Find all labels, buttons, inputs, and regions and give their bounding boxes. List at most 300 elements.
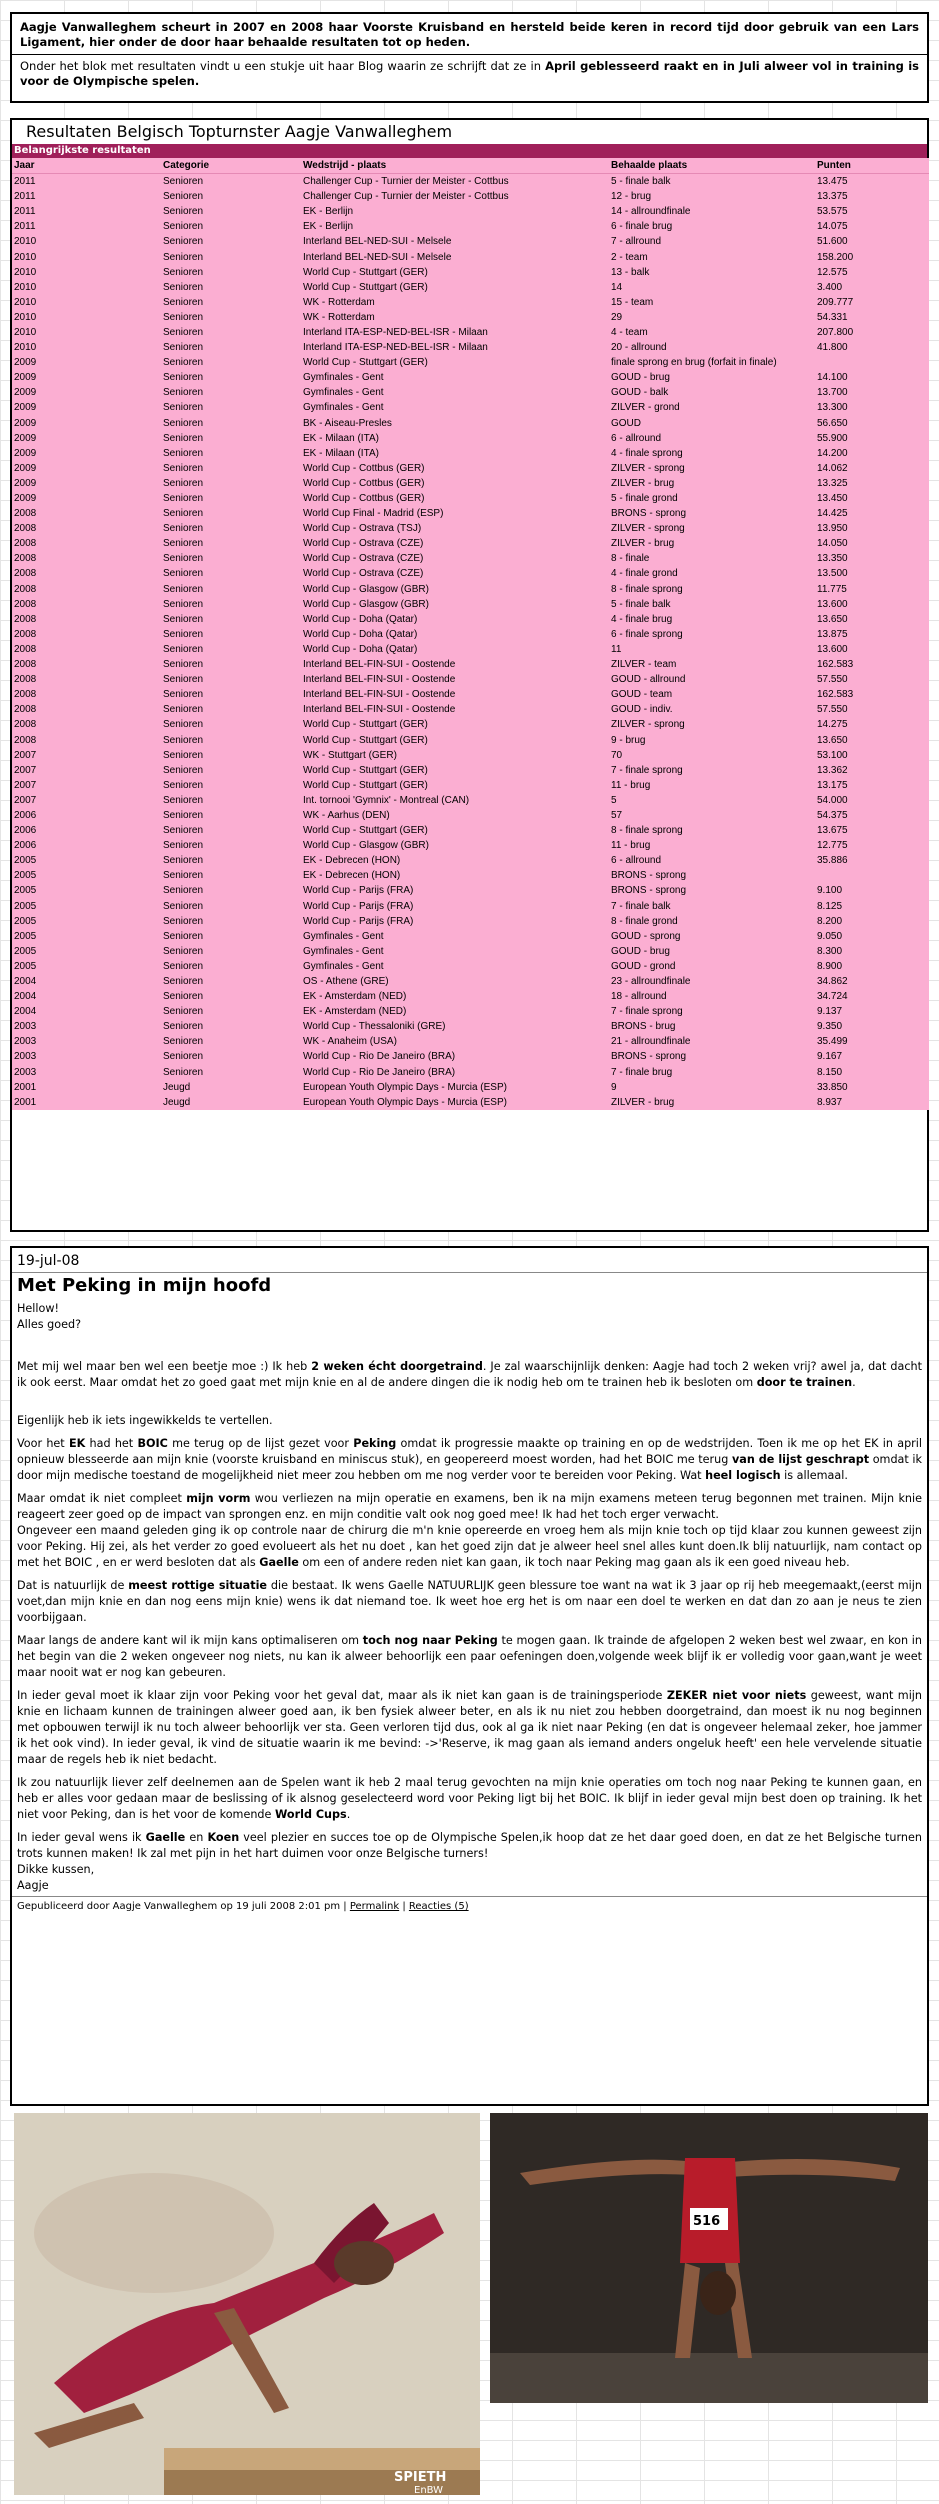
table-cell: 53.575 [817, 206, 848, 218]
table-row [12, 431, 929, 446]
text: Dat is natuurlijk de [17, 1579, 129, 1592]
bold-text: heel logisch [705, 1469, 781, 1482]
table-cell: 2008 [14, 553, 37, 565]
table-cell: 2011 [14, 206, 36, 218]
paragraph-9 [17, 1775, 922, 1823]
paragraph-10 [17, 1830, 922, 1862]
text: In ieder geval wens ik [17, 1831, 146, 1844]
table-row [12, 944, 929, 959]
table-cell: 9 - brug [611, 734, 646, 746]
table-cell: 209.777 [817, 296, 854, 308]
table-row [12, 1019, 929, 1034]
table-cell: 2009 [14, 432, 37, 444]
bold-text: toch nog naar Peking [362, 1634, 498, 1647]
table-cell: Interland BEL-FIN-SUI - Oostende [303, 704, 456, 716]
paragraph-5 [17, 1523, 922, 1571]
table-row [12, 491, 929, 506]
table-cell: GOUD - brug [611, 372, 670, 384]
table-cell: Senioren [163, 342, 204, 354]
table-cell: Senioren [163, 900, 204, 912]
table-cell: 14 [611, 281, 623, 293]
table-cell: Senioren [163, 266, 204, 278]
table-cell: 2007 [14, 749, 37, 761]
paragraph-3 [17, 1436, 922, 1484]
table-cell: 55.900 [817, 432, 848, 444]
gymnast-photo-handstand [490, 2113, 928, 2403]
table-cell: Senioren [163, 221, 204, 233]
table-cell: World Cup - Stuttgart (GER) [303, 825, 428, 837]
table-cell: 57 [611, 809, 623, 821]
blog-divider [12, 1272, 927, 1273]
table-cell: 9.137 [817, 1006, 843, 1018]
bold-text: 2 weken écht doorgetraind [311, 1360, 483, 1373]
table-cell: ZILVER - brug [611, 538, 675, 550]
table-cell: World Cup - Doha (Qatar) [303, 628, 418, 640]
table-cell: 14.075 [817, 221, 848, 233]
table-cell: 13.950 [817, 523, 848, 535]
text: Met mij wel maar ben wel een beetje moe :) Ik heb [17, 1360, 312, 1373]
table-cell: ZILVER - grond [611, 402, 680, 414]
table-cell: 13.325 [817, 477, 848, 489]
table-cell: Senioren [163, 598, 204, 610]
table-cell: 34.724 [817, 991, 848, 1003]
results-table [12, 158, 929, 1110]
table-row [12, 717, 929, 732]
table-cell: 2009 [14, 447, 37, 459]
text: is allemaal. [780, 1469, 848, 1482]
table-cell: 3.400 [817, 281, 843, 293]
text: Maar langs de andere kant wil ik mijn kans optimaliseren om [17, 1634, 363, 1647]
table-cell: EK - Debrecen (HON) [303, 870, 401, 882]
table-cell: 2008 [14, 538, 37, 550]
table-row [12, 174, 929, 190]
bib-number: 516 [693, 2214, 721, 2229]
text: Voor het [17, 1437, 69, 1450]
table-cell: Senioren [163, 447, 204, 459]
table-cell: 11 [611, 643, 622, 655]
table-cell: EK - Milaan (ITA) [303, 447, 379, 459]
table-cell: 15 - team [611, 296, 654, 308]
table-cell: 2008 [14, 719, 37, 731]
table-cell: World Cup - Ostrava (CZE) [303, 568, 424, 580]
table-cell: Senioren [163, 870, 204, 882]
text: te mogen gaan. Ik trainde de afgelopen 2 weken best wel zwaar, en kon in het begin van die 2 weken ongeveer nog niets, nu kan ik alweer behoorlijk een paar oefeningen doen,volgende week blijf ik er volledig voor gaan,want je weet maar nooit wat er nog kan gebeuren. [17, 1634, 922, 1679]
table-cell: World Cup - Parijs (FRA) [303, 915, 414, 927]
table-cell: 2008 [14, 704, 37, 716]
paragraph-6 [17, 1578, 922, 1626]
table-cell: 8 - finale sprong [611, 825, 683, 837]
table-cell: World Cup - Glasgow (GBR) [303, 583, 429, 595]
table-cell: World Cup - Glasgow (GBR) [303, 840, 429, 852]
table-row [12, 551, 929, 566]
table-cell: 14.200 [817, 447, 848, 459]
table-cell: 13 - balk [611, 266, 650, 278]
table-cell: BRONS - sprong [611, 1051, 687, 1063]
table-cell: Senioren [163, 1006, 204, 1018]
text: die bestaat. Ik wens Gaelle NATUURLIJK geen blessure toe want na wat ik 3 jaar op rij heb meegemaakt,(eerst mijn voet,dan mijn knie en dan nog eens mijn knie) wens ik dat niemand toe. Ik weet hoe erg het is om naar een doel te werken en dat dan zo aan je neus te zien voorbijgaan. [17, 1579, 922, 1624]
table-cell: 2008 [14, 583, 37, 595]
reacties-link[interactable]: Reacties (5) [408, 1901, 469, 1912]
table-cell: Senioren [163, 402, 204, 414]
table-cell: Senioren [163, 281, 204, 293]
table-cell: 23 - allroundfinale [611, 976, 691, 988]
table-cell: 2008 [14, 674, 37, 686]
table-cell: World Cup - Stuttgart (GER) [303, 357, 428, 369]
table-cell: EK - Amsterdam (NED) [303, 1006, 407, 1018]
table-cell: 8.937 [817, 1096, 843, 1108]
table-cell: 2008 [14, 643, 37, 655]
results-body [12, 174, 929, 1110]
table-cell: 7 - allround [611, 236, 662, 248]
table-cell: 2010 [14, 296, 37, 308]
table-cell: 158.200 [817, 251, 854, 263]
table-cell: GOUD [611, 417, 641, 429]
table-cell: 2004 [14, 1006, 37, 1018]
table-cell: 7 - finale brug [611, 1066, 673, 1078]
table-cell: Senioren [163, 583, 204, 595]
bold-text: World Cups [274, 1808, 347, 1821]
table-cell: ZILVER - brug [611, 477, 675, 489]
text: om een of andere reden niet kan gaan, ik toch naar Peking mag gaan als ik een goed niveau heb. [298, 1556, 850, 1569]
table-cell: World Cup - Stuttgart (GER) [303, 281, 428, 293]
table-cell: Senioren [163, 749, 204, 761]
table-cell: 11 - brug [611, 779, 651, 791]
intro-text: Onder het blok met resultaten vindt u een stukje uit haar Blog waarin ze schrijft dat ze in [20, 59, 546, 73]
table-cell: World Cup - Stuttgart (GER) [303, 266, 428, 278]
results-box [10, 118, 929, 1232]
table-cell: 2008 [14, 613, 37, 625]
text: omdat ik door mijn medische toestand de mogelijkheid niet meer zou hebben om me nog verder voor te bereiden voor Peking. Wat [17, 1453, 923, 1482]
table-cell: 2009 [14, 462, 37, 474]
table-row [12, 838, 929, 853]
table-cell: Senioren [163, 1036, 204, 1048]
table-row [12, 763, 929, 778]
table-row [12, 416, 929, 431]
table-cell: Senioren [163, 643, 204, 655]
table-cell: Senioren [163, 930, 204, 942]
table-cell: Gymfinales - Gent [303, 372, 384, 384]
table-cell: 2009 [14, 357, 37, 369]
beam-sponsor-text: EnBW [414, 2485, 444, 2495]
table-cell: World Cup Final - Madrid (ESP) [303, 508, 444, 520]
table-cell: 2007 [14, 764, 37, 776]
table-cell: 13.475 [817, 176, 848, 188]
table-row [12, 521, 929, 536]
table-cell: Interland BEL-FIN-SUI - Oostende [303, 689, 456, 701]
table-cell: 2009 [14, 402, 37, 414]
table-cell: Senioren [163, 311, 204, 323]
table-row [12, 506, 929, 521]
table-cell: 2003 [14, 1021, 37, 1033]
table-cell: GOUD - grond [611, 960, 676, 972]
table-cell: 2006 [14, 825, 37, 837]
table-cell: 13.675 [817, 825, 848, 837]
intro-highlight: April geblesseerd raakt en in Juli alweer vol in training is voor de Olympische spelen. [20, 59, 919, 88]
table-cell: GOUD - brug [611, 945, 670, 957]
table-cell: Senioren [163, 794, 204, 806]
table-cell: 13.175 [817, 779, 848, 791]
table-cell: 2011 [14, 176, 36, 188]
beam-brand-text: SPIETH [394, 2470, 447, 2485]
table-cell: European Youth Olympic Days - Murcia (ESP) [303, 1081, 507, 1093]
table-cell: World Cup - Ostrava (TSJ) [303, 523, 422, 535]
text: omdat ik progressie maakte op training en op de wedstrijden. Toen ik me op het EK in april opnieuw blesseerde aan mijn knie (voorste kruisband en miniscus stuk), en geopereerd moest worden, had het BOIC me terug [17, 1437, 922, 1466]
table-cell: Senioren [163, 1066, 204, 1078]
greeting-1: Hellow! [17, 1302, 59, 1315]
results-title: Resultaten Belgisch Topturnster Aagje Vanwalleghem [26, 122, 453, 141]
table-cell: 14.425 [817, 508, 848, 520]
table-cell: BRONS - sprong [611, 508, 687, 520]
table-cell: Interland ITA-ESP-NED-BEL-ISR - Milaan [303, 326, 488, 338]
text: geweest, want mijn knie en lichaam kunnen de trainingen alweer goed aan, ik ben fysiek alweer beter, en als ik nu niet zou hebben doorgetraind, dan moest ik nu nog beginnen met opbouwen terwijl ik nu toch alweer behoorlijk ver sta. Geen verloren tijd dus, ook al ga ik niet naar Peking (en dat is ongeveer helemaal zeker, hoe jammer ik het ook vind). In ieder geval, ik vind de situatie waarin ik me bevind: ->'Reserve, ik mag gaan als iemand anders ongeluk heeft' een hele vervelende situatie maar de regels heb ik niet bedacht. [17, 1689, 922, 1766]
closing-2: Aagje [17, 1879, 49, 1892]
table-cell: Senioren [163, 523, 204, 535]
gymnast-handstand-illustration [490, 2113, 928, 2403]
table-cell: 2004 [14, 976, 37, 988]
table-cell: 2001 [14, 1096, 37, 1108]
table-cell: 54.375 [817, 809, 848, 821]
table-cell: 2010 [14, 266, 37, 278]
bold-text: van de lijst geschrapt [731, 1453, 870, 1466]
table-cell: Senioren [163, 960, 204, 972]
text: me terug op de lijst gezet voor [167, 1437, 354, 1450]
table-cell: 13.650 [817, 734, 848, 746]
bold-text: Gaelle [259, 1556, 299, 1569]
table-cell: BRONS - sprong [611, 870, 687, 882]
table-cell: 35.499 [817, 1036, 848, 1048]
table-cell: 2007 [14, 794, 37, 806]
intro-divider [12, 54, 927, 55]
table-cell: finale sprong en brug (forfait in finale) [611, 357, 777, 369]
table-cell: 2007 [14, 779, 37, 791]
table-cell: 54.331 [817, 311, 848, 323]
table-row [12, 748, 929, 763]
table-row [12, 204, 929, 219]
table-row [12, 657, 929, 672]
table-cell: Senioren [163, 1021, 204, 1033]
table-cell: Senioren [163, 976, 204, 988]
table-row [12, 1049, 929, 1064]
table-cell: Senioren [163, 357, 204, 369]
table-row [12, 732, 929, 747]
gymnast-beam-illustration [14, 2113, 480, 2495]
table-cell: 8.200 [817, 915, 843, 927]
text: Maar omdat ik niet compleet [17, 1492, 187, 1505]
text: wou verliezen na mijn operatie en examens, ben ik na mijn examens meteen terug begonnen met trainen. Mijn knie reageert zeer goed op de impact van sprongen enz. en mijn conditie valt ook nog goed mee! Ik had het toch erger verwacht. [17, 1492, 922, 1521]
table-row [12, 295, 929, 310]
table-cell: Senioren [163, 704, 204, 716]
table-cell: 2010 [14, 251, 37, 263]
results-subtitle: Belangrijkste resultaten [12, 144, 927, 158]
text: had het [85, 1437, 138, 1450]
table-cell: 14.062 [817, 462, 848, 474]
table-row [12, 627, 929, 642]
table-cell: 2008 [14, 659, 37, 671]
table-cell: 2010 [14, 311, 37, 323]
table-cell: 4 - finale grond [611, 568, 678, 580]
table-cell: 2008 [14, 508, 37, 520]
table-cell: 162.583 [817, 659, 854, 671]
table-cell: Gymfinales - Gent [303, 930, 384, 942]
table-cell: 4 - finale sprong [611, 447, 683, 459]
table-cell: Senioren [163, 417, 204, 429]
table-row [12, 974, 929, 989]
table-cell: World Cup - Ostrava (CZE) [303, 538, 424, 550]
table-cell: 14.275 [817, 719, 848, 731]
table-cell: Senioren [163, 462, 204, 474]
table-cell: Senioren [163, 372, 204, 384]
table-cell: Gymfinales - Gent [303, 402, 384, 414]
bold-text: mijn vorm [186, 1492, 251, 1505]
table-cell: ZILVER - team [611, 659, 677, 671]
table-cell: World Cup - Cottbus (GER) [303, 493, 425, 505]
table-cell: World Cup - Cottbus (GER) [303, 477, 425, 489]
table-row [12, 566, 929, 581]
text: Ik zou natuurlijk liever zelf deelnemen aan de Spelen want ik heb 2 maal terug gevochten na mijn knie operaties om toch nog naar Peking te kunnen gaan, en heb er alles voor gedaan maar de beslissing of ik alsnog geselecteerd word voor Peking ligt bij het BOIC. Ik blijf in ieder geval mijn best doen op training. Ik het niet voor Peking, dan is het voor de komende [17, 1776, 922, 1821]
bold-text: Gaelle [145, 1831, 186, 1844]
results-header-row [12, 158, 929, 174]
gymnast-photo-beam [14, 2113, 480, 2495]
table-cell: EK - Debrecen (HON) [303, 855, 401, 867]
table-cell: 57.550 [817, 674, 848, 686]
table-cell: 2009 [14, 387, 37, 399]
post-title: Met Peking in mijn hoofd [17, 1275, 272, 1296]
table-row [12, 582, 929, 597]
table-cell: 54.000 [817, 794, 848, 806]
bold-text: door te trainen [756, 1376, 853, 1389]
table-cell: EK - Amsterdam (NED) [303, 991, 407, 1003]
table-row [12, 823, 929, 838]
table-cell: World Cup - Ostrava (CZE) [303, 553, 424, 565]
table-row [12, 899, 929, 914]
table-cell: Senioren [163, 779, 204, 791]
table-cell: 29 [611, 311, 623, 323]
text: . [852, 1376, 856, 1389]
table-cell: Interland BEL-NED-SUI - Melsele [303, 251, 452, 263]
table-row [12, 883, 929, 898]
footer-divider [12, 1896, 927, 1897]
table-cell: 2005 [14, 915, 37, 927]
text: veel plezier en succes toe op de Olympische Spelen,ik hoop dat ze het daar goed doen, en dat ze het Belgische turnen trots kunnen maken! Ik zal met pijn in het hart duimen voor onze Belgische turners! [17, 1831, 922, 1860]
table-cell: European Youth Olympic Days - Murcia (ESP) [303, 1096, 507, 1108]
table-row [12, 280, 929, 295]
table-cell: 5 - finale balk [611, 598, 671, 610]
bold-text: Koen [207, 1831, 240, 1844]
table-cell: Senioren [163, 251, 204, 263]
table-row [12, 446, 929, 461]
column-header: Jaar [12, 158, 161, 174]
table-cell: WK - Aarhus (DEN) [303, 809, 390, 821]
table-row [12, 868, 929, 883]
footer-separator: | [399, 1901, 409, 1912]
table-cell: WK - Rotterdam [303, 311, 375, 323]
table-cell: OS - Athene (GRE) [303, 976, 389, 988]
table-cell: ZILVER - brug [611, 1096, 675, 1108]
table-cell: 70 [611, 749, 623, 761]
table-cell: 13.600 [817, 598, 848, 610]
table-cell: 11.775 [817, 583, 847, 595]
table-cell: ZILVER - sprong [611, 719, 685, 731]
blog-post [10, 1246, 929, 2106]
table-row [12, 1004, 929, 1019]
table-cell: 2006 [14, 840, 37, 852]
table-cell: World Cup - Stuttgart (GER) [303, 719, 428, 731]
post-footer [17, 1899, 922, 1915]
table-row [12, 234, 929, 249]
table-row [12, 1065, 929, 1080]
table-row [12, 612, 929, 627]
column-header: Wedstrijd - plaats [301, 158, 609, 174]
column-header: Categorie [161, 158, 301, 174]
table-cell: 13.500 [817, 568, 848, 580]
table-row [12, 400, 929, 415]
table-cell: 6 - allround [611, 432, 662, 444]
table-row [12, 687, 929, 702]
table-cell: 4 - finale brug [611, 613, 673, 625]
table-cell: 2008 [14, 734, 37, 746]
table-cell: 2010 [14, 342, 37, 354]
table-cell: Senioren [163, 432, 204, 444]
table-cell: 2006 [14, 809, 37, 821]
table-cell: ZILVER - sprong [611, 462, 685, 474]
table-cell: 207.800 [817, 326, 854, 338]
table-row [12, 1095, 929, 1110]
table-cell: World Cup - Thessaloniki (GRE) [303, 1021, 446, 1033]
table-cell: 7 - finale sprong [611, 1006, 683, 1018]
table-cell: 2009 [14, 493, 37, 505]
table-cell: EK - Milaan (ITA) [303, 432, 379, 444]
table-cell: Senioren [163, 296, 204, 308]
table-cell: Senioren [163, 387, 204, 399]
table-cell: Senioren [163, 764, 204, 776]
table-cell: 2005 [14, 900, 37, 912]
table-cell: Senioren [163, 538, 204, 550]
table-cell: 5 - finale grond [611, 493, 678, 505]
table-row [12, 959, 929, 974]
paragraph-7 [17, 1633, 922, 1681]
table-cell: Interland BEL-FIN-SUI - Oostende [303, 674, 456, 686]
table-cell: 21 - allroundfinale [611, 1036, 691, 1048]
table-cell: World Cup - Glasgow (GBR) [303, 598, 429, 610]
table-cell: 2008 [14, 598, 37, 610]
table-cell: Senioren [163, 477, 204, 489]
table-cell: 14.100 [817, 372, 848, 384]
table-cell: 12.775 [817, 840, 848, 852]
table-cell: 13.300 [817, 402, 848, 414]
column-header: Punten [815, 158, 929, 174]
table-cell: WK - Stuttgart (GER) [303, 749, 397, 761]
table-row [12, 325, 929, 340]
table-cell: 13.450 [817, 493, 848, 505]
table-cell: 13.362 [817, 764, 848, 776]
table-cell: Senioren [163, 719, 204, 731]
table-cell: 35.886 [817, 855, 848, 867]
table-cell: 2005 [14, 960, 37, 972]
table-row [12, 793, 929, 808]
table-cell: 14.050 [817, 538, 848, 550]
table-cell: 2005 [14, 930, 37, 942]
table-cell: Senioren [163, 326, 204, 338]
permalink-link[interactable]: Permalink [349, 1901, 400, 1912]
table-cell: Senioren [163, 206, 204, 218]
table-cell: Senioren [163, 674, 204, 686]
intro-box [10, 12, 929, 103]
table-cell: 9.100 [817, 885, 843, 897]
table-cell: 41.800 [817, 342, 848, 354]
table-cell: Challenger Cup - Turnier der Meister - Cottbus [303, 176, 509, 188]
table-cell: 33.850 [817, 1081, 848, 1093]
table-cell: 2004 [14, 991, 37, 1003]
